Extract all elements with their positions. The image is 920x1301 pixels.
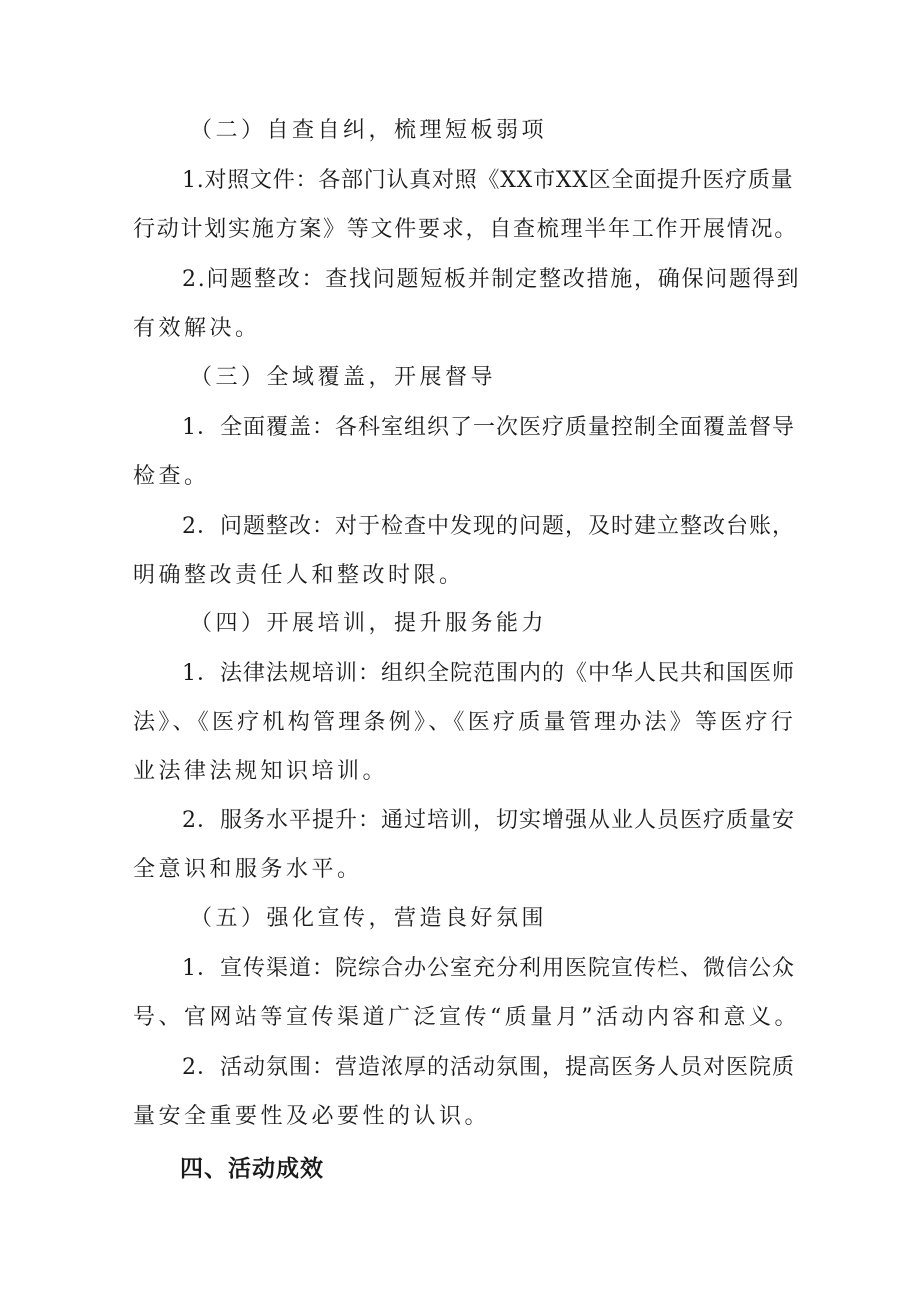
paragraph-line: 明确整改责任人和整改时限。 bbox=[133, 563, 465, 588]
subheading-2: （二）自查自纠，梳理短板弱项 bbox=[190, 118, 548, 143]
paragraph-line: 2.问题整改：查找问题短板并制定整改措施，确保问题得到 bbox=[182, 267, 801, 292]
section-heading: 四、活动成效 bbox=[180, 1156, 324, 1182]
paragraph-line: 全意识和服务水平。 bbox=[133, 857, 363, 882]
paragraph-line: 法》、《医疗机构管理条例》、《医疗质量管理办法》等医疗行 bbox=[133, 710, 797, 735]
paragraph-line: 业法律法规知识培训。 bbox=[133, 759, 389, 784]
paragraph-line: 1.对照文件：各部门认真对照《XX市XX区全面提升医疗质量 bbox=[182, 168, 794, 193]
paragraph-line: 1．宣传渠道：院综合办公室充分利用医院宣传栏、微信公众 bbox=[182, 956, 795, 981]
paragraph-line: 1．法律法规培训：组织全院范围内的《中华人民共和国医师 bbox=[182, 661, 795, 686]
paragraph-line: 有效解决。 bbox=[133, 316, 261, 341]
paragraph-line: 2．问题整改：对于检查中发现的问题，及时建立整改台账， bbox=[182, 514, 795, 539]
paragraph-line: 行动计划实施方案》等文件要求，自查梳理半年工作开展情况。 bbox=[133, 217, 799, 242]
paragraph-line: 检查。 bbox=[133, 464, 210, 489]
paragraph-line: 量安全重要性及必要性的认识。 bbox=[133, 1104, 491, 1129]
subheading-4: （四）开展培训，提升服务能力 bbox=[190, 611, 548, 636]
subheading-3: （三）全域覆盖，开展督导 bbox=[190, 365, 497, 390]
paragraph-line: 2．活动氛围：营造浓厚的活动氛围，提高医务人员对医院质 bbox=[182, 1055, 795, 1080]
subheading-5: （五）强化宣传，营造良好氛围 bbox=[190, 906, 548, 931]
paragraph-line: 号、官网站等宣传渠道广泛宣传“质量月”活动内容和意义。 bbox=[133, 1005, 800, 1030]
paragraph-line: 1．全面覆盖：各科室组织了一次医疗质量控制全面覆盖督导 bbox=[182, 415, 795, 440]
paragraph-line: 2．服务水平提升：通过培训，切实增强从业人员医疗质量安 bbox=[182, 808, 795, 833]
